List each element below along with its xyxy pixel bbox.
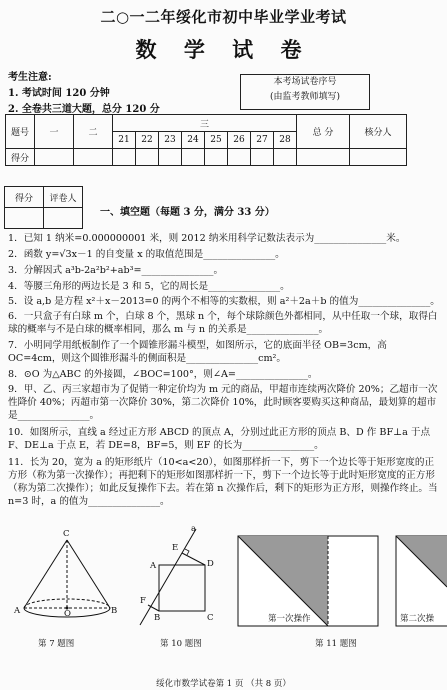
note-item-1: 1. 考试时间 120 分钟 xyxy=(8,88,110,99)
exam-subtitle: 数 学 试 卷 xyxy=(135,37,312,62)
fig10-label-f: F xyxy=(140,596,146,606)
sub-col-26: 26 xyxy=(228,132,251,149)
fig7-label-a: A xyxy=(14,606,21,616)
notes-heading: 考生注意: xyxy=(8,72,52,83)
question-8: 8．⊙O 为△ABC 的外接圆，∠BOC=100°，则∠A=_______________。 xyxy=(8,369,318,380)
question-10: 10．如图所示，直线 a 经过正方形 ABCD 的顶点 A，分别过此正方形的顶点 B、D 作 BF⊥a 于点 F、DE⊥a 于点 E，若 DE=8，BF=5，则 EF 的长为_______________。 xyxy=(8,427,431,451)
question-7: 7．小明同学用纸板制作了一个圆锥形漏斗模型，如图所示，它的底面半径 OB=3cm，高 OC=4cm，则这个圆锥形漏斗的侧面积是_______________cm²。 xyxy=(8,340,387,364)
note-item-2: 2. 全卷共三道大题，总分 120 分 xyxy=(8,104,160,115)
fig10-label-c: C xyxy=(207,613,214,623)
question-4: 4．等腰三角形的两边长是 3 和 5，它的周长是_______________。 xyxy=(8,281,290,292)
col-section-one: 一 xyxy=(35,115,74,149)
row-label-question: 题号 xyxy=(6,115,35,149)
fig7-label-o: O xyxy=(64,609,71,619)
question-11: 11．长为 20，宽为 a 的矩形纸片（10<a<20），如图那样折一下，剪下一个边长等于矩形宽度的正方形（称为第一次操作）；再把剩下的矩形如图那样折一下，剪下一个边长等于此时矩形宽度的正方形（称为第二次操作）；如此反复操作下去。若在第 n 次操作后，剩下的矩形为正方形，则操作终止。当 n=3 时，a 的值为_______________。 xyxy=(8,457,438,507)
question-6: 6．一只盒子有白球 m 个，白球 8 个，黑球 n 个，每个球除颜色外都相同，从中任取一个球，取得白球的概率与不是白球的概率相同，那么 m 与 n 的关系是_______________。 xyxy=(8,311,438,335)
score-cell-2[interactable] xyxy=(74,149,113,166)
section-title: 一、填空题（每题 3 分，满分 33 分） xyxy=(100,207,275,218)
col-grader: 核分人 xyxy=(350,115,407,149)
fig10-label-d: D xyxy=(207,559,214,569)
score-cell-grader[interactable] xyxy=(350,149,407,166)
score-cell-27[interactable] xyxy=(251,149,274,166)
sub-col-24: 24 xyxy=(182,132,205,149)
grader-name-label: 评卷人 xyxy=(44,187,83,208)
exam-title: 二○一二年绥化市初中毕业学业考试 xyxy=(100,8,347,26)
fig10-label-a: A xyxy=(150,561,157,571)
grader-score-cell[interactable] xyxy=(5,208,44,229)
score-cell-23[interactable] xyxy=(159,149,182,166)
score-cell-1[interactable] xyxy=(35,149,74,166)
sub-col-22: 22 xyxy=(136,132,159,149)
question-9: 9．甲、乙、丙三家超市为了促销一种定价均为 m 元的商品，甲超市连续两次降价 20%；乙超市一次性降价 40%；丙超市第一次降价 30%，第二次降价 10%，此时顾客要购买这种商品，最划算的超市是_______________。 xyxy=(8,384,438,421)
question-5: 5．设 a,b 是方程 x²＋x－2013=0 的两个不相等的实数根，则 a²＋2a＋b 的值为_______________。 xyxy=(8,296,440,307)
score-cell-28[interactable] xyxy=(274,149,297,166)
score-cell-25[interactable] xyxy=(205,149,228,166)
score-cell-total[interactable] xyxy=(297,149,350,166)
fig10-label-e: E xyxy=(172,543,179,553)
grader-table xyxy=(4,186,83,229)
question-3: 3．分解因式 a³b-2a²b²+ab³=_______________。 xyxy=(8,265,224,276)
sub-col-21: 21 xyxy=(113,132,136,149)
col-section-three: 三 xyxy=(113,115,297,132)
fig10-label-b: B xyxy=(154,613,161,623)
fig7-label-c: C xyxy=(63,529,70,539)
grader-score-label: 得分 xyxy=(5,187,44,208)
score-cell-26[interactable] xyxy=(228,149,251,166)
fig7-label-b: B xyxy=(111,606,118,616)
score-cell-22[interactable] xyxy=(136,149,159,166)
sub-col-25: 25 xyxy=(205,132,228,149)
figure-10-square xyxy=(138,525,233,630)
seat-number-box xyxy=(240,74,370,110)
score-table xyxy=(5,114,407,166)
col-section-two: 二 xyxy=(74,115,113,149)
fig7-caption: 第 7 题图 xyxy=(38,639,75,649)
fig10-caption: 第 10 题图 xyxy=(160,639,202,649)
grader-name-cell[interactable] xyxy=(44,208,83,229)
question-1: 1．已知 1 纳米=0.000000001 米，则 2012 纳米用科学记数法表示为_______________米。 xyxy=(8,233,406,244)
fig11-op2-label: 第二次操 xyxy=(400,614,435,624)
col-total: 总 分 xyxy=(297,115,350,149)
sub-col-28: 28 xyxy=(274,132,297,149)
sub-col-27: 27 xyxy=(251,132,274,149)
page-footer: 绥化市数学试卷第 1 页 （共 8 页） xyxy=(156,679,291,689)
fig10-label-a-line: a xyxy=(191,524,197,534)
score-cell-24[interactable] xyxy=(182,149,205,166)
score-cell-21[interactable] xyxy=(113,149,136,166)
question-2: 2．函数 y=√3x－1 的自变量 x 的取值范围是_______________。 xyxy=(8,249,285,260)
seat-box-line2: (由监考教师填写) xyxy=(269,92,341,102)
sub-col-23: 23 xyxy=(159,132,182,149)
fig11-caption: 第 11 题图 xyxy=(315,639,357,649)
fig11-op1-label: 第一次操作 xyxy=(268,614,311,624)
row-label-score: 得分 xyxy=(6,149,35,166)
seat-box-line1: 本考场试卷序号 xyxy=(273,77,337,87)
